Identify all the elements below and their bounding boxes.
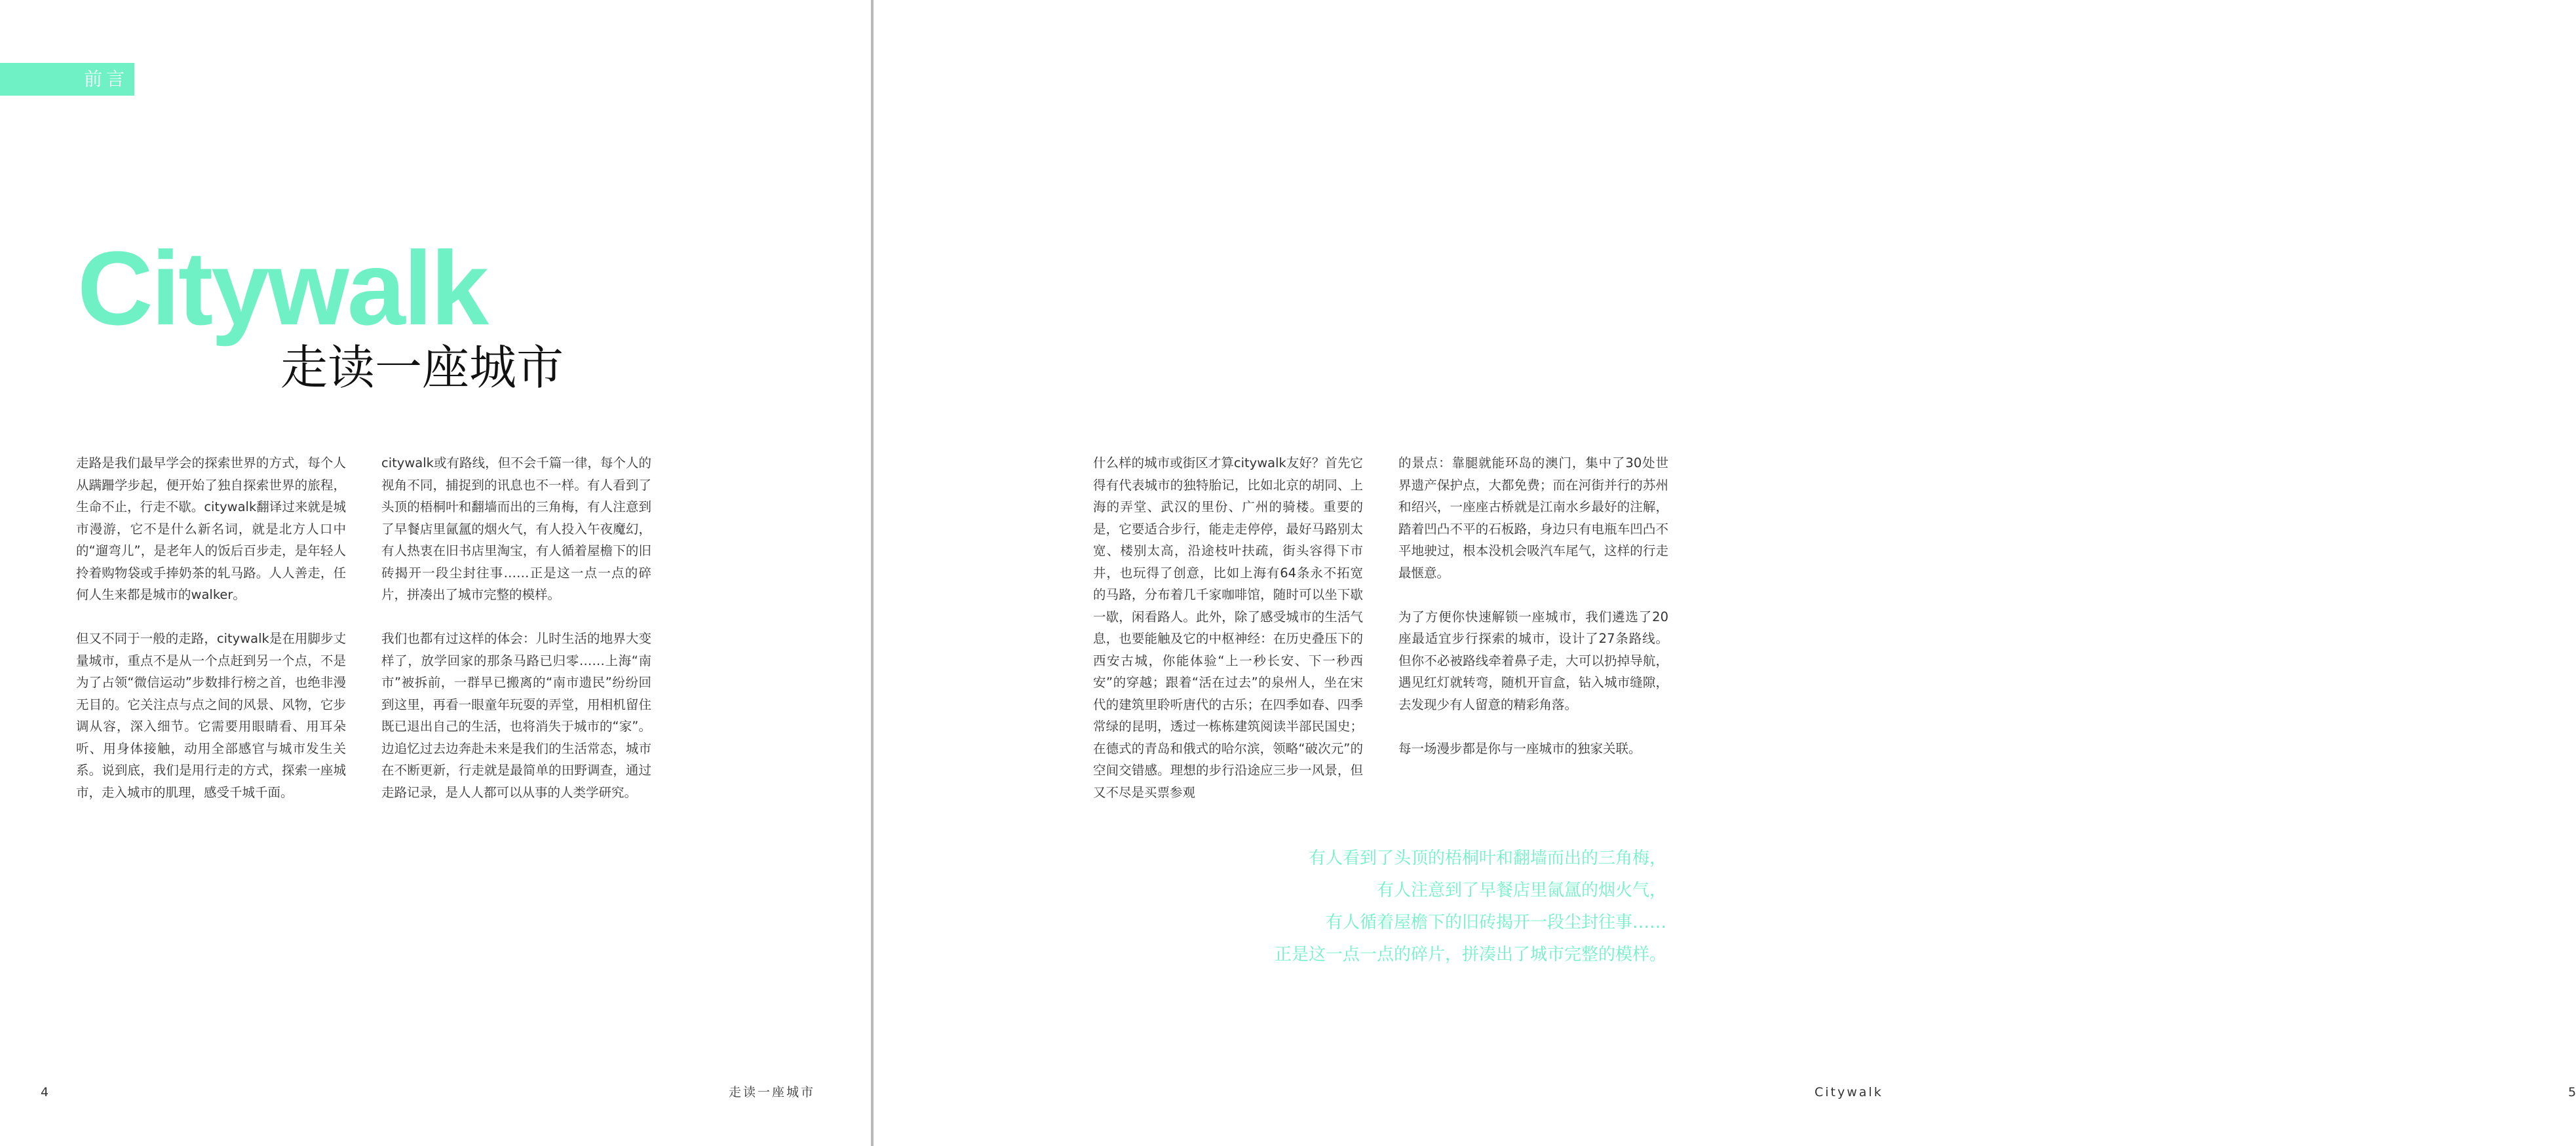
paragraph: citywalk或有路线，但不会千篇一律，每个人的视角不同，捕捉到的讯息也不一样。有人看到了头顶的梧桐叶和翻墙而出的三角梅，有人注意到了早餐店里氤氲的烟火气，有人投入午夜魔幻，有人热衷在旧书店里淘宝，有人循着屋檐下的旧砖揭开一段尘封往事……正是这一点一点的碎片，拼凑出了城市完整的模样。 xyxy=(381,455,651,602)
paragraph: 每一场漫步都是你与一座城市的独家关联。 xyxy=(1398,740,1642,756)
paragraph: 走路是我们最早学会的探索世界的方式，每个人从蹒跚学步起，便开始了独自探索世界的旅程，生命不止，行走不歇。citywalk翻译过来就是城市漫游，它不是什么新名词，就是北方人口中的“遛弯儿”，是老年人的饭后百步走，是年轻人拎着购物袋或手捧奶茶的轧马路。人人善走，任何人生来都是城市的walker。 xyxy=(76,455,346,602)
body-column-2 xyxy=(381,452,651,803)
page-number-right: 5 xyxy=(2568,1085,2576,1099)
section-tag: 前言 xyxy=(0,63,134,96)
paragraph: 的景点：靠腿就能环岛的澳门，集中了30处世界遗产保护点，大都免费；而在河街并行的苏州和绍兴，一座座古桥就是江南水乡最好的注解，踏着凹凸不平的石板路，身边只有电瓶车凹凸不平地驶过，根本没机会吸汽车尾气，这样的行走最惬意。 xyxy=(1398,455,1668,581)
paragraph: 我们也都有过这样的体会：儿时生活的地界大变样了，放学回家的那条马路已归零……上海“南市”被拆前，一群早已搬离的“南市遗民”纷纷回到这里，再看一眼童年玩耍的弄堂，用相机留住既已退出自己的生活，也将消失于城市的“家”。边追忆过去边奔赴未来是我们的生活常态，城市在不断更新，行走就是最简单的田野调查，通过走路记录，是人人都可以从事的人类学研究。 xyxy=(381,631,651,800)
left-page xyxy=(0,0,871,1146)
paragraph: 但又不同于一般的走路，citywalk是在用脚步丈量城市，重点不是从一个点赶到另一个点，不是为了占领“微信运动”步数排行榜之首，也绝非漫无目的。它关注点与点之间的风景、风物，它步调从容，深入细节。它需要用眼睛看、用耳朵听、用身体接触，动用全部感官与城市发生关系。说到底，我们是用行走的方式，探索一座城市，走入城市的肌理，感受千城千面。 xyxy=(76,631,346,800)
running-head-right: Citywalk xyxy=(1815,1085,1883,1099)
pull-quote-line: 有人看到了头顶的梧桐叶和翻墙而出的三角梅， xyxy=(1308,849,1666,868)
pull-quote-line: 正是这一点一点的碎片，拼凑出了城市完整的模样。 xyxy=(1274,945,1666,965)
body-column-1 xyxy=(76,452,346,803)
title-latin: Citywalk xyxy=(77,229,488,347)
pull-quote-line: 有人循着屋檐下的旧砖揭开一段尘封往事…… xyxy=(1325,913,1666,932)
body-column-4 xyxy=(1398,452,1668,759)
pull-quote-line: 有人注意到了早餐店里氤氲的烟火气， xyxy=(1376,881,1666,900)
paragraph: 为了方便你快速解锁一座城市，我们遴选了20座最适宜步行探索的城市，设计了27条路线。但你不必被路线牵着鼻子走，大可以扔掉导航，遇见红灯就转弯，随机开盲盒，钻入城市缝隙，去发现少有人留意的精彩角落。 xyxy=(1398,609,1668,712)
page-number-left: 4 xyxy=(41,1085,49,1099)
paragraph: 什么样的城市或街区才算citywalk友好？首先它得有代表城市的独特胎记，比如北京的胡同、上海的弄堂、武汉的里份、广州的骑楼。重要的是，它要适合步行，能走走停停，最好马路别太宽、楼别太高，沿途枝叶扶疏，街头容得下市井，也玩得了创意，比如上海有64条永不拓宽的马路，分布着几千家咖啡馆，随时可以坐下歇一歇，闲看路人。此外，除了感受城市的生活气息，也要能触及它的中枢神经：在历史叠压下的西安古城，你能体验“上一秒长安、下一秒西安”的穿越；跟着“活在过去”的泉州人，坐在宋代的建筑里聆听唐代的古乐；在四季如春、四季常绿的昆明，透过一栋栋建筑阅读半部民国史；在德式的青岛和俄式的哈尔滨，领略“破次元”的空间交错感。理想的步行沿途应三步一风景，但又不尽是买票参观 xyxy=(1093,455,1363,800)
title-chinese: 走读一座城市 xyxy=(280,340,564,395)
pull-quote xyxy=(1232,843,1666,971)
body-column-3 xyxy=(1093,452,1363,803)
running-head-left: 走读一座城市 xyxy=(729,1085,816,1099)
